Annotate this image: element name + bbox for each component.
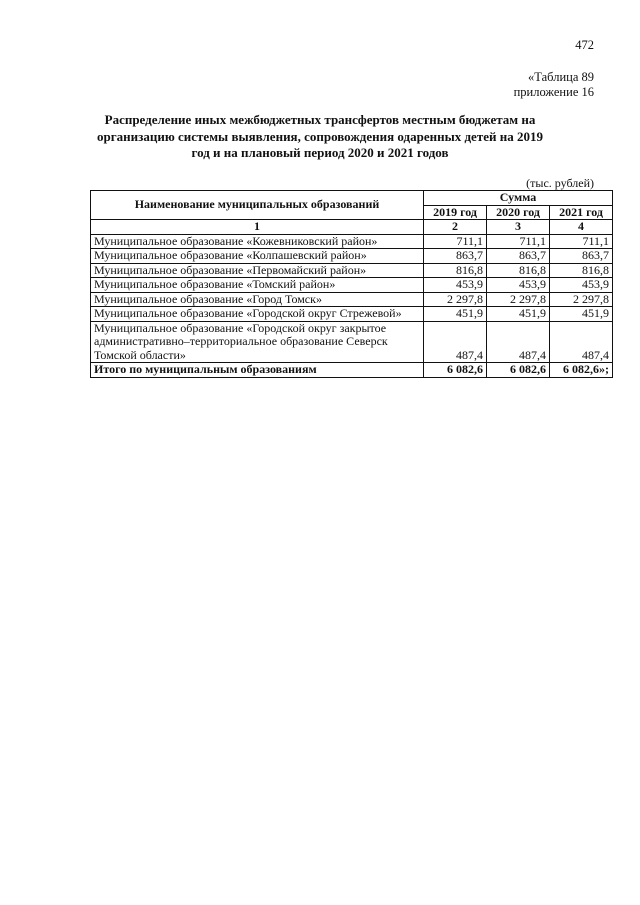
header-year-2020: 2020 год bbox=[487, 205, 550, 220]
header-municipality-name: Наименование муниципальных образований bbox=[91, 191, 424, 220]
value-2020: 453,9 bbox=[487, 278, 550, 293]
table-row bbox=[91, 234, 613, 249]
units-note: (тыс. рублей) bbox=[526, 176, 594, 190]
total-2020: 6 082,6 bbox=[487, 363, 550, 378]
column-index-row bbox=[91, 220, 613, 235]
value-2021: 487,4 bbox=[550, 321, 613, 363]
table-reference-line2: приложение 16 bbox=[513, 85, 594, 99]
column-index: 4 bbox=[550, 220, 613, 235]
value-2021: 453,9 bbox=[550, 278, 613, 293]
value-2021: 816,8 bbox=[550, 263, 613, 278]
total-row bbox=[91, 363, 613, 378]
table-row bbox=[91, 278, 613, 293]
table-row bbox=[91, 292, 613, 307]
value-2021: 863,7 bbox=[550, 249, 613, 264]
page-number: 472 bbox=[575, 38, 594, 52]
municipality-name: Муниципальное образование «Кожевниковский район» bbox=[91, 234, 424, 249]
distribution-table bbox=[90, 190, 613, 378]
municipality-name: Муниципальное образование «Первомайский район» bbox=[91, 263, 424, 278]
value-2021: 451,9 bbox=[550, 307, 613, 322]
value-2019: 711,1 bbox=[424, 234, 487, 249]
table-reference bbox=[514, 70, 594, 100]
value-2020: 863,7 bbox=[487, 249, 550, 264]
table-row bbox=[91, 263, 613, 278]
value-2019: 487,4 bbox=[424, 321, 487, 363]
header-sum: Сумма bbox=[424, 191, 613, 206]
header-row-1 bbox=[91, 191, 613, 206]
value-2020: 2 297,8 bbox=[487, 292, 550, 307]
municipality-name: Муниципальное образование «Город Томск» bbox=[91, 292, 424, 307]
value-2020: 711,1 bbox=[487, 234, 550, 249]
header-year-2021: 2021 год bbox=[550, 205, 613, 220]
document-title: Распределение иных межбюджетных трансфертов местным бюджетам на организацию системы выявления, сопровождения одаренных детей на 2019 год и на плановый период 2020 и 2021 годов bbox=[97, 112, 543, 160]
total-2019: 6 082,6 bbox=[424, 363, 487, 378]
value-2019: 2 297,8 bbox=[424, 292, 487, 307]
value-2020: 451,9 bbox=[487, 307, 550, 322]
value-2021: 2 297,8 bbox=[550, 292, 613, 307]
value-2020: 816,8 bbox=[487, 263, 550, 278]
value-2019: 453,9 bbox=[424, 278, 487, 293]
header-year-2019: 2019 год bbox=[424, 205, 487, 220]
total-label: Итого по муниципальным образованиям bbox=[91, 363, 424, 378]
total-2021: 6 082,6»; bbox=[550, 363, 613, 378]
column-index: 2 bbox=[424, 220, 487, 235]
table-row bbox=[91, 321, 613, 363]
value-2019: 863,7 bbox=[424, 249, 487, 264]
municipality-name: Муниципальное образование «Колпашевский район» bbox=[91, 249, 424, 264]
table-row bbox=[91, 249, 613, 264]
value-2019: 816,8 bbox=[424, 263, 487, 278]
value-2019: 451,9 bbox=[424, 307, 487, 322]
municipality-name: Муниципальное образование «Томский район» bbox=[91, 278, 424, 293]
column-index: 3 bbox=[487, 220, 550, 235]
table-reference-line1: «Таблица 89 bbox=[528, 70, 594, 84]
table-row bbox=[91, 307, 613, 322]
value-2020: 487,4 bbox=[487, 321, 550, 363]
municipality-name: Муниципальное образование «Городской округ закрытое административно–территориальное образование Северск Томской области» bbox=[91, 321, 424, 363]
value-2021: 711,1 bbox=[550, 234, 613, 249]
column-index: 1 bbox=[91, 220, 424, 235]
municipality-name: Муниципальное образование «Городской округ Стрежевой» bbox=[91, 307, 424, 322]
